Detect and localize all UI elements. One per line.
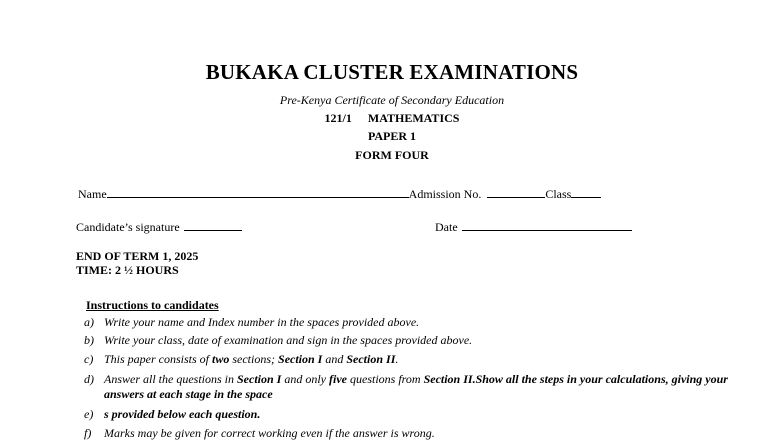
instruction-text: Write your name and Index number in the spaces provided above. — [104, 315, 420, 329]
instruction-text: Marks may be given for correct working even if the answer is wrong. — [104, 426, 435, 440]
instructions-heading: Instructions to candidates — [86, 298, 219, 312]
instruction-marker: c) — [84, 352, 94, 366]
instruction-text: Answer all the questions in Section I and only five questions from Section II.Show all the steps in your calculations, giving your answers at each stage in the space — [104, 372, 728, 401]
instruction-item — [84, 407, 774, 422]
paper-number: PAPER 1 — [367, 129, 417, 143]
instruction-item — [84, 372, 774, 402]
date-field[interactable] — [462, 219, 632, 231]
signature-row — [76, 219, 242, 235]
instruction-text: Write your class, date of examination and sign in the spaces provided above. — [104, 333, 473, 347]
subject-code: 121/1 — [324, 111, 352, 125]
signature-label: Candidate’s signature — [76, 220, 180, 234]
instruction-marker: d) — [84, 372, 94, 386]
admission-field[interactable] — [487, 186, 545, 198]
exam-term: END OF TERM 1, 2025 — [76, 249, 199, 263]
subject-line — [0, 111, 784, 126]
instruction-item — [84, 352, 774, 367]
date-label: Date — [435, 220, 458, 234]
instruction-marker: e) — [84, 407, 94, 421]
name-row — [78, 186, 601, 202]
form-level: FORM FOUR — [355, 148, 429, 162]
class-field[interactable] — [571, 186, 601, 198]
name-field[interactable] — [107, 186, 409, 198]
date-row — [435, 219, 632, 235]
exam-title: BUKAKA CLUSTER EXAMINATIONS — [205, 60, 579, 84]
exam-subtitle: Pre-Kenya Certificate of Secondary Education — [279, 93, 505, 107]
name-label: Name — [78, 187, 107, 201]
instruction-item — [84, 315, 774, 330]
instruction-marker: b) — [84, 333, 94, 347]
signature-field[interactable] — [184, 219, 242, 231]
instruction-marker: a) — [84, 315, 94, 329]
instruction-item — [84, 426, 774, 441]
instruction-text: s provided below each question. — [104, 407, 261, 421]
admission-label: Admission No. — [408, 187, 482, 201]
instruction-item — [84, 333, 774, 348]
subject-name: MATHEMATICS — [367, 111, 460, 125]
class-label: Class — [545, 187, 572, 201]
instruction-text: This paper consists of two sections; Section I and Section II. — [104, 352, 399, 366]
exam-time: TIME: 2 ½ HOURS — [76, 263, 179, 277]
instruction-marker: f) — [84, 426, 92, 440]
